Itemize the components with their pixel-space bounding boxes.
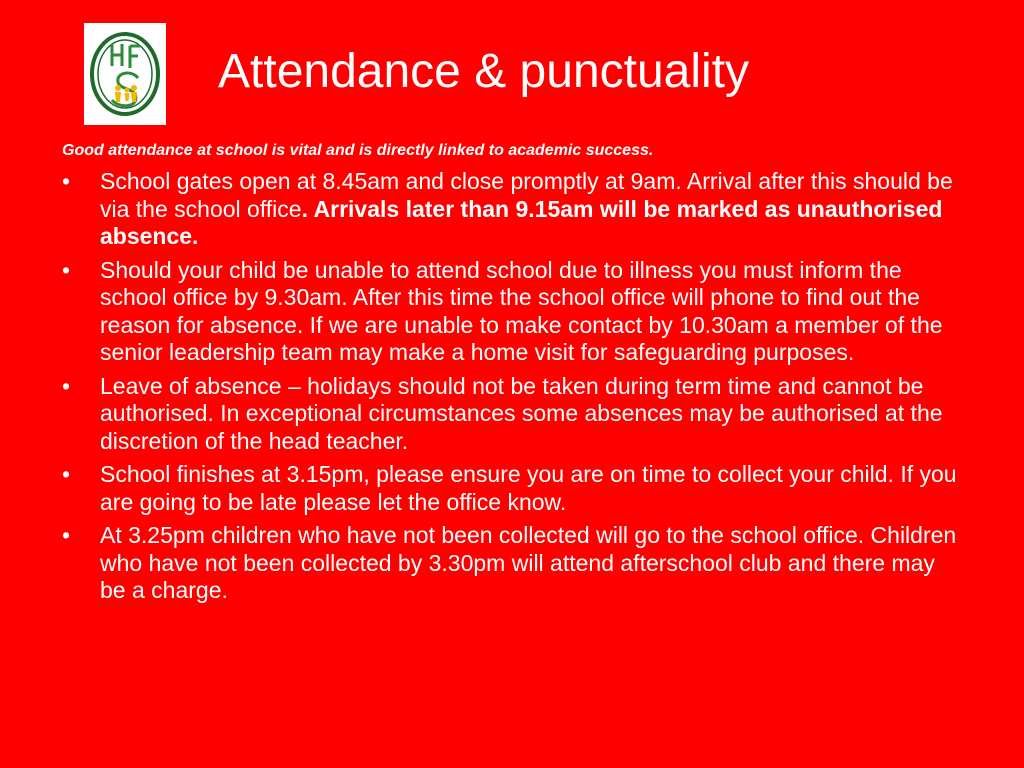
- bullet-text-bold: . Arrivals later than 9.15am will be marked as unauthorised absence.: [100, 195, 943, 249]
- bullet-icon: •: [62, 522, 71, 548]
- bullet-text: At 3.25pm children who have not been collected will go to the school office. Children who have not been collected by 3.30pm will attend afterschool club and there may be a charge.: [100, 522, 957, 603]
- intro-text: Good attendance at school is vital and is directly linked to academic success.: [62, 142, 654, 159]
- list-item: [62, 168, 962, 251]
- list-item: [62, 461, 962, 516]
- school-logo: [84, 23, 166, 125]
- bullet-text: Should your child be unable to attend school due to illness you must inform the school office by 9.30am. After this time the school office will phone to find out the reason for absence. If we are unable to make contact by 10.30am a member of the senior leadership team may make a home visit for safeguarding purposes.: [100, 256, 943, 365]
- list-item: [62, 257, 962, 367]
- bullet-icon: •: [62, 372, 71, 399]
- school-crest-icon: [88, 28, 162, 120]
- bullet-icon: •: [62, 256, 71, 283]
- bullet-list: [62, 168, 962, 611]
- list-item: [62, 373, 962, 456]
- bullet-text: School finishes at 3.15pm, please ensure you are on time to collect your child. If you are going to be late please let the office know.: [100, 461, 957, 515]
- bullet-icon: •: [62, 168, 71, 194]
- list-item: [62, 522, 962, 605]
- bullet-icon: •: [62, 461, 71, 487]
- page-title: Attendance & punctuality: [218, 45, 750, 98]
- bullet-text: Leave of absence – holidays should not be taken during term time and cannot be authorised. In exceptional circumstances some absences may be authorised at the discretion of the head teacher.: [100, 372, 943, 454]
- bullet-text: School gates open at 8.45am and close promptly at 9am. Arrival after this should be via the school office: [100, 168, 953, 222]
